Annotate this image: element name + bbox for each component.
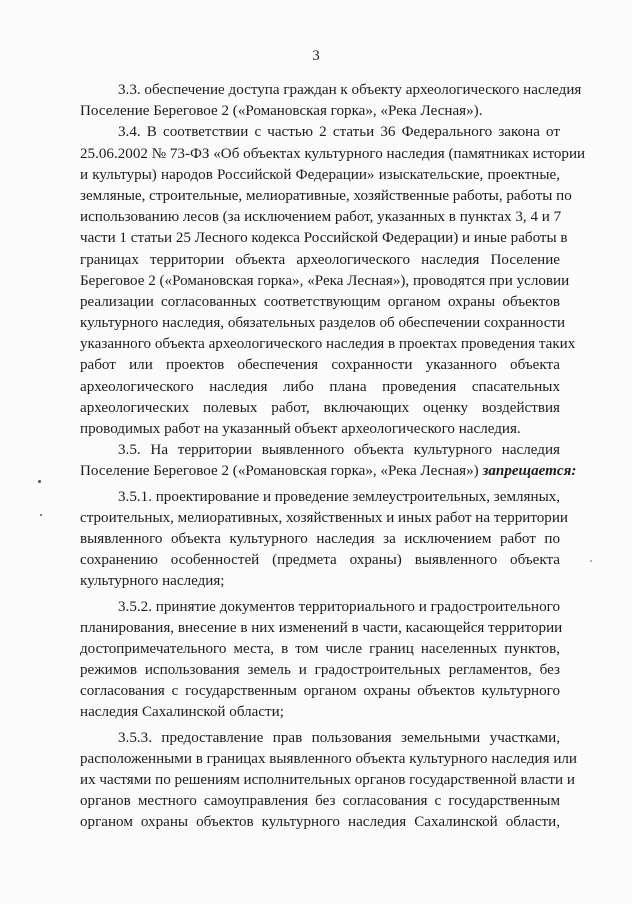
scan-speck [40,514,42,516]
page-number: 3 [312,48,320,64]
paragraph-3-5 [80,440,577,482]
paragraph-3-5-2 [80,597,563,724]
paragraph-3-5-1 [80,487,568,593]
scan-speck [38,480,41,483]
text-line: культурного наследия; [80,573,225,590]
paragraph-3-3 [80,80,582,122]
text-line: реализации согласованных соответствующим органом охраны объектов [80,293,560,310]
text-line: границах территории объекта археологического наследия Поселение [80,251,560,268]
text-line: 25.06.2002 № 73-ФЗ «Об объектах культурного наследия (памятниках истории [80,145,586,162]
text-line: использованию лесов (за исключением работ, указанных в пунктах 3, 4 и 7 [80,209,562,226]
text-line: 3.3. обеспечение доступа граждан к объекту археологического наследия [118,82,582,98]
text-line: строительных, мелиоративных, хозяйственных и иных работ на территории [80,509,568,526]
text-line: указанного объекта археологического наследия в проектах проведения таких [80,336,576,353]
document-body [80,80,586,834]
emphasis-prohibited: запрещается: [482,463,577,480]
text-line: наследия Сахалинской области; [80,704,284,721]
scan-speck [590,560,592,562]
text-line: культурного наследия, обязательных разделов об обеспечении сохранности [80,315,566,332]
text-line: органом охраны объектов культурного наследия Сахалинской области, [80,814,560,831]
text-line [80,461,577,482]
text-line: земляные, строительные, мелиоративные, хозяйственные работы, работы по [80,187,572,204]
text-line: достопримечательного места, в том числе границ населенных пунктов, [80,640,560,657]
text-line: археологических полевых работ, включающих оценку воздействия [80,399,560,416]
paragraph-3-5-3 [80,728,578,834]
text-line: режимов использования земель и градостроительных регламентов, без [80,662,560,679]
text-line: и культуры) народов Российской Федерации» изыскательские, проектные, [80,166,560,183]
text-line: 3.5.3. предоставление прав пользования земельными участками, [118,729,560,746]
paragraph-3-4 [80,122,586,440]
text-line: сохранению особенностей (предмета охраны) выявленного объекта [80,552,560,569]
text-line: проводимых работ на указанный объект археологического наследия. [80,421,521,437]
text-line: органов местного самоуправления без согласования с государственным [80,793,560,810]
text-line: 3.4. В соответствии с частью 2 статьи 36 Федерального закона от [118,124,560,141]
text-line: согласования с государственным органом охраны объектов культурного [80,683,560,700]
text-line: расположенными в границах выявленного объекта культурного наследия или [80,750,578,767]
text-line: планирования, внесение в них изменений в части, касающейся территории [80,619,563,636]
text-line: 3.5.1. проектирование и проведение землеустроительных, земляных, [118,488,561,505]
text-line: работ или проектов обеспечения сохранности указанного объекта [80,357,560,374]
text-line: 3.5.2. принятие документов территориального и градостроительного [118,598,560,615]
text-span: Поселение Береговое 2 («Романовская горка», «Река Лесная») [80,463,479,480]
text-line: выявленного объекта культурного наследия за исключением работ по [80,530,560,547]
text-line: Поселение Береговое 2 («Романовская горка», «Река Лесная»). [80,103,483,120]
text-line: 3.5. На территории выявленного объекта культурного наследия [118,442,560,459]
text-line: археологического наследия либо плана проведения спасательных [80,378,560,395]
text-line: части 1 статьи 25 Лесного кодекса Российской Федерации) и иные работы в [80,230,568,247]
text-line: их частями по решениям исполнительных органов государственной власти и [80,772,575,788]
text-line: Береговое 2 («Романовская горка», «Река Лесная»), проводятся при условии [80,272,570,289]
